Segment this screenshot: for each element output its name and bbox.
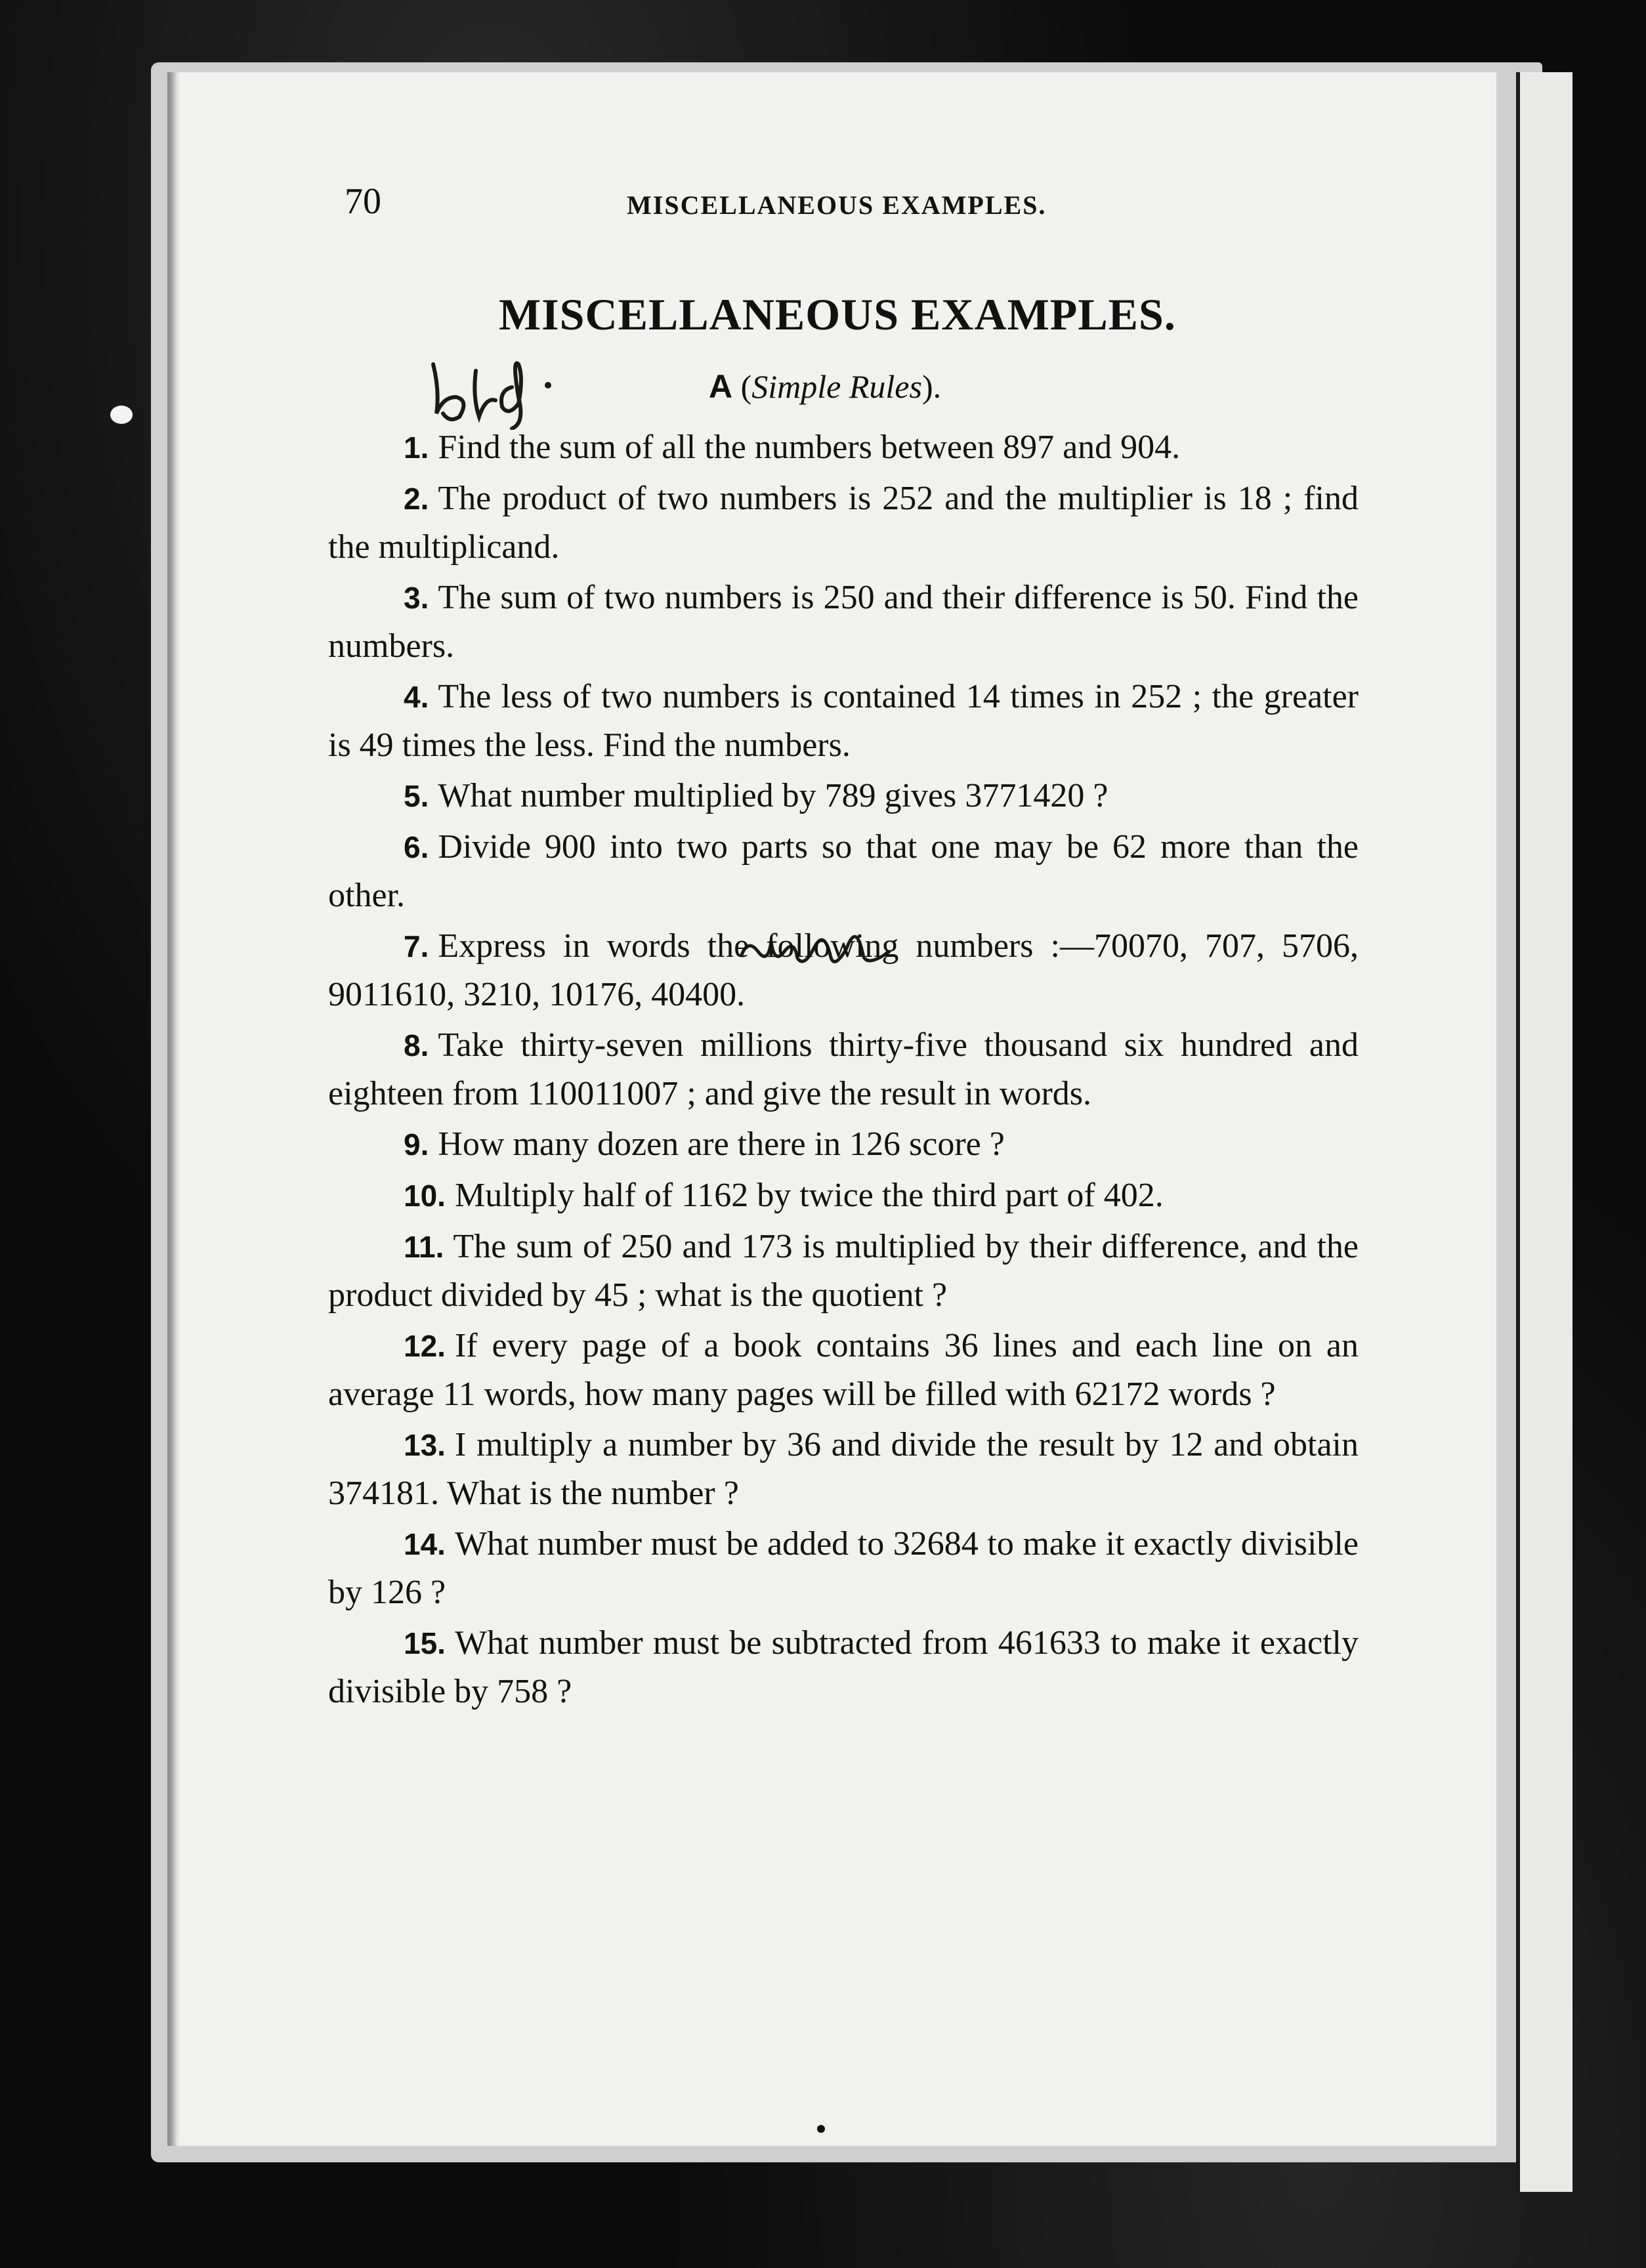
problem-12 bbox=[328, 1322, 1359, 1418]
problem-text: Take thirty-seven millions thirty-five thousand six hundred and eighteen from 110011007 ; and give the result in words. bbox=[328, 1026, 1359, 1112]
problem-11 bbox=[328, 1223, 1359, 1319]
section-title: MISCELLANEOUS EXAMPLES. bbox=[499, 289, 1176, 339]
problem-text: What number must be subtracted from 461633 to make it exactly divisible by 758 ? bbox=[328, 1624, 1359, 1710]
problem-text: Find the sum of all the numbers between 897 and 904. bbox=[438, 429, 1181, 466]
problem-text: The product of two numbers is 252 and the multiplier is 18 ; find the multiplicand. bbox=[328, 480, 1359, 566]
subtitle-close: ). bbox=[921, 368, 942, 405]
problem-number: 2. bbox=[404, 482, 429, 516]
problem-8 bbox=[328, 1021, 1359, 1118]
problem-number: 13. bbox=[404, 1428, 446, 1462]
problem-number: 3. bbox=[404, 581, 429, 615]
problem-6 bbox=[328, 823, 1359, 919]
problem-14 bbox=[328, 1520, 1359, 1616]
problem-number: 4. bbox=[404, 680, 429, 714]
section-letter: A bbox=[709, 368, 733, 405]
problem-7 bbox=[328, 922, 1359, 1018]
problem-text: The sum of two numbers is 250 and their difference is 50. Find the numbers. bbox=[328, 579, 1359, 665]
problem-number: 10. bbox=[404, 1179, 446, 1213]
problem-number: 15. bbox=[404, 1626, 446, 1660]
problem-text: What number must be added to 32684 to make it exactly divisible by 126 ? bbox=[328, 1525, 1359, 1611]
problem-text: What number multiplied by 789 gives 3771420 ? bbox=[438, 777, 1108, 814]
facing-page-edge bbox=[1516, 72, 1572, 2192]
handwritten-mark bbox=[420, 351, 571, 430]
problem-number: 7. bbox=[404, 929, 429, 963]
problem-9 bbox=[328, 1120, 1359, 1169]
problem-text: If every page of a book contains 36 lines and each line on an average 11 words, how many pages will be filled with 62172 words ? bbox=[328, 1327, 1359, 1413]
problem-text: I multiply a number by 36 and divide the result by 12 and obtain 374181. What is the number ? bbox=[328, 1426, 1359, 1512]
problem-13 bbox=[328, 1421, 1359, 1517]
problem-number: 8. bbox=[404, 1028, 429, 1062]
problem-number: 9. bbox=[404, 1127, 429, 1162]
subtitle-open: ( bbox=[732, 368, 752, 405]
problem-number: 11. bbox=[404, 1230, 444, 1264]
problem-5 bbox=[328, 772, 1359, 820]
ink-blot bbox=[110, 406, 133, 424]
section-subtitle bbox=[709, 368, 941, 406]
problem-list bbox=[328, 423, 1359, 1718]
problem-number: 14. bbox=[404, 1527, 446, 1561]
subtitle-text: Simple Rules bbox=[751, 368, 922, 405]
problem-text: Express in words the following numbers :—70070, 707, 5706, 9011610, 3210, 10176, 40400. bbox=[328, 927, 1359, 1013]
problem-1 bbox=[328, 423, 1359, 472]
page-number: 70 bbox=[345, 181, 381, 222]
problem-text: The less of two numbers is contained 14 times in 252 ; the greater is 49 times the less. Find the numbers. bbox=[328, 678, 1359, 764]
problem-text: Multiply half of 1162 by twice the third part of 402. bbox=[454, 1177, 1164, 1214]
problem-4 bbox=[328, 673, 1359, 769]
problem-number: 1. bbox=[404, 430, 429, 465]
problem-10 bbox=[328, 1171, 1359, 1220]
problem-number: 5. bbox=[404, 779, 429, 813]
page-speck bbox=[817, 2125, 825, 2133]
problem-15 bbox=[328, 1619, 1359, 1715]
problem-text: The sum of 250 and 173 is multiplied by their difference, and the product divided by 45 ; what is the quotient ? bbox=[328, 1228, 1359, 1314]
page-header bbox=[345, 180, 1342, 233]
problem-text: How many dozen are there in 126 score ? bbox=[438, 1125, 1005, 1163]
problem-number: 6. bbox=[404, 830, 429, 864]
problem-2 bbox=[328, 474, 1359, 571]
problem-text: Divide 900 into two parts so that one may be 62 more than the other. bbox=[328, 828, 1359, 914]
problem-number: 12. bbox=[404, 1329, 446, 1363]
running-head: MISCELLANEOUS EXAMPLES. bbox=[627, 190, 1047, 220]
problem-3 bbox=[328, 574, 1359, 670]
